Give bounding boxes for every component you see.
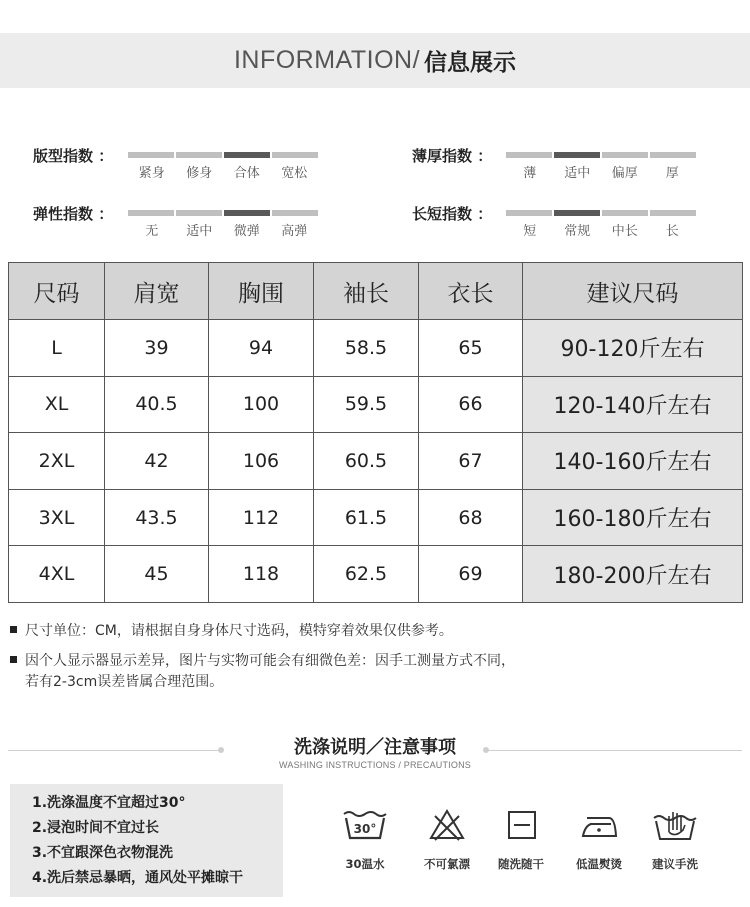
elasticity-index-bar <box>128 210 318 216</box>
table-row <box>9 546 743 603</box>
header-title-cn: 信息展示 <box>424 50 517 76</box>
cell-length: 66 <box>419 376 523 433</box>
cell-shoulder: 39 <box>105 320 209 377</box>
option-label: 厚 <box>665 166 679 181</box>
cell-size: 4XL <box>9 546 105 603</box>
option-label: 合体 <box>233 166 260 181</box>
hand-wash-icon <box>651 808 699 842</box>
cell-recommended: 90-120斤左右 <box>523 320 743 377</box>
care-item: 3.不宜跟深色衣物混洗 <box>32 845 174 861</box>
cell-size: XL <box>9 376 105 433</box>
cell-size: 2XL <box>9 433 105 490</box>
wash-subtitle: WASHING INSTRUCTIONS / PRECAUTIONS <box>279 760 471 770</box>
tumble-dry-icon <box>497 808 545 842</box>
fit-index-options <box>128 162 318 181</box>
care-icon-label: 不可氯漂 <box>424 857 470 871</box>
header-chest: 胸围 <box>209 263 314 320</box>
cell-sleeve: 59.5 <box>314 376 419 433</box>
header-sleeve: 袖长 <box>314 263 419 320</box>
option-label: 宽松 <box>281 166 308 181</box>
low-iron-icon <box>575 808 623 842</box>
elasticity-index-options <box>128 220 318 239</box>
cell-sleeve: 61.5 <box>314 489 419 546</box>
care-icon-label: 建议手洗 <box>652 857 698 871</box>
option-label: 短 <box>523 224 537 239</box>
cell-recommended: 120-140斤左右 <box>523 376 743 433</box>
option-label: 偏厚 <box>611 166 638 181</box>
cell-sleeve: 62.5 <box>314 546 419 603</box>
cell-size: 3XL <box>9 489 105 546</box>
cell-chest: 118 <box>209 546 314 603</box>
care-icon-hand-wash <box>640 808 710 872</box>
cell-length: 68 <box>419 489 523 546</box>
length-index-bar <box>506 210 696 216</box>
no-bleach-icon <box>423 808 471 842</box>
cell-recommended: 180-200斤左右 <box>523 546 743 603</box>
header-title-en: INFORMATION/ <box>233 46 421 74</box>
cell-shoulder: 43.5 <box>105 489 209 546</box>
care-icon-label: 低温熨烫 <box>576 857 622 871</box>
care-item: 1.洗涤温度不宜超过30° <box>32 795 186 811</box>
cell-shoulder: 45 <box>105 546 209 603</box>
thickness-index-options <box>506 162 696 181</box>
header-recommended: 建议尺码 <box>523 263 743 320</box>
fit-index-bar <box>128 152 318 158</box>
thickness-index-bar <box>506 152 696 158</box>
table-row <box>9 376 743 433</box>
header-length: 衣长 <box>419 263 523 320</box>
cell-chest: 112 <box>209 489 314 546</box>
cell-chest: 94 <box>209 320 314 377</box>
cell-shoulder: 42 <box>105 433 209 490</box>
note-unit <box>10 621 453 642</box>
svg-text:30°: 30° <box>353 822 377 836</box>
option-label: 紧身 <box>138 166 165 181</box>
fit-index-label: 版型指数 ： <box>33 147 114 165</box>
note-text: 因个人显示器显示差异，图片与实物可能会有细微色差：因手工测量方式不同， <box>25 653 515 669</box>
care-icon-no-bleach <box>412 808 482 872</box>
care-icon-label: 随洗随干 <box>498 857 544 871</box>
bullet-square-icon <box>10 626 17 633</box>
care-icon-label: 30温水 <box>345 857 385 871</box>
thickness-index-label: 薄厚指数 ： <box>412 147 493 165</box>
cell-recommended: 140-160斤左右 <box>523 433 743 490</box>
table-row <box>9 489 743 546</box>
note-text: 尺寸单位：CM，请根据自身身体尺寸选码，模特穿着效果仅供参考。 <box>25 623 453 639</box>
care-item: 4.洗后禁忌暴晒，通风处平摊晾干 <box>32 870 244 886</box>
length-index-options <box>506 220 696 239</box>
cell-size: L <box>9 320 105 377</box>
care-icon-iron <box>564 808 634 872</box>
wash-title: 洗涤说明／注意事项 <box>294 737 456 758</box>
header-title <box>0 33 750 88</box>
option-label: 无 <box>145 224 159 239</box>
table-row <box>9 433 743 490</box>
cell-length: 65 <box>419 320 523 377</box>
cell-chest: 106 <box>209 433 314 490</box>
cell-shoulder: 40.5 <box>105 376 209 433</box>
care-item: 2.浸泡时间不宜过长 <box>32 820 160 836</box>
wash-30-icon <box>341 808 389 842</box>
elasticity-index-label: 弹性指数 ： <box>33 205 114 223</box>
cell-sleeve: 60.5 <box>314 433 419 490</box>
size-table <box>8 262 743 603</box>
option-label: 微弹 <box>233 224 260 239</box>
note-difference <box>10 651 515 693</box>
option-label: 常规 <box>564 224 591 239</box>
cell-chest: 100 <box>209 376 314 433</box>
option-label: 长 <box>665 224 679 239</box>
cell-length: 69 <box>419 546 523 603</box>
option-label: 中长 <box>611 224 638 239</box>
cell-recommended: 160-180斤左右 <box>523 489 743 546</box>
bullet-square-icon <box>10 656 17 663</box>
option-label: 高弹 <box>281 224 308 239</box>
care-instructions-box <box>10 784 283 897</box>
cell-length: 67 <box>419 433 523 490</box>
care-icon-dry <box>486 808 556 872</box>
header-shoulder: 肩宽 <box>105 263 209 320</box>
table-row <box>9 320 743 377</box>
note-text: 若有2-3cm误差皆属合理范围。 <box>25 674 224 690</box>
header-band <box>0 33 750 88</box>
option-label: 适中 <box>186 224 213 239</box>
header-size: 尺码 <box>9 263 105 320</box>
option-label: 修身 <box>186 166 213 181</box>
table-header-row <box>9 263 743 320</box>
cell-sleeve: 58.5 <box>314 320 419 377</box>
option-label: 适中 <box>564 166 591 181</box>
option-label: 薄 <box>523 166 537 181</box>
length-index-label: 长短指数 ： <box>412 205 493 223</box>
care-icon-wash-30 <box>330 808 400 872</box>
